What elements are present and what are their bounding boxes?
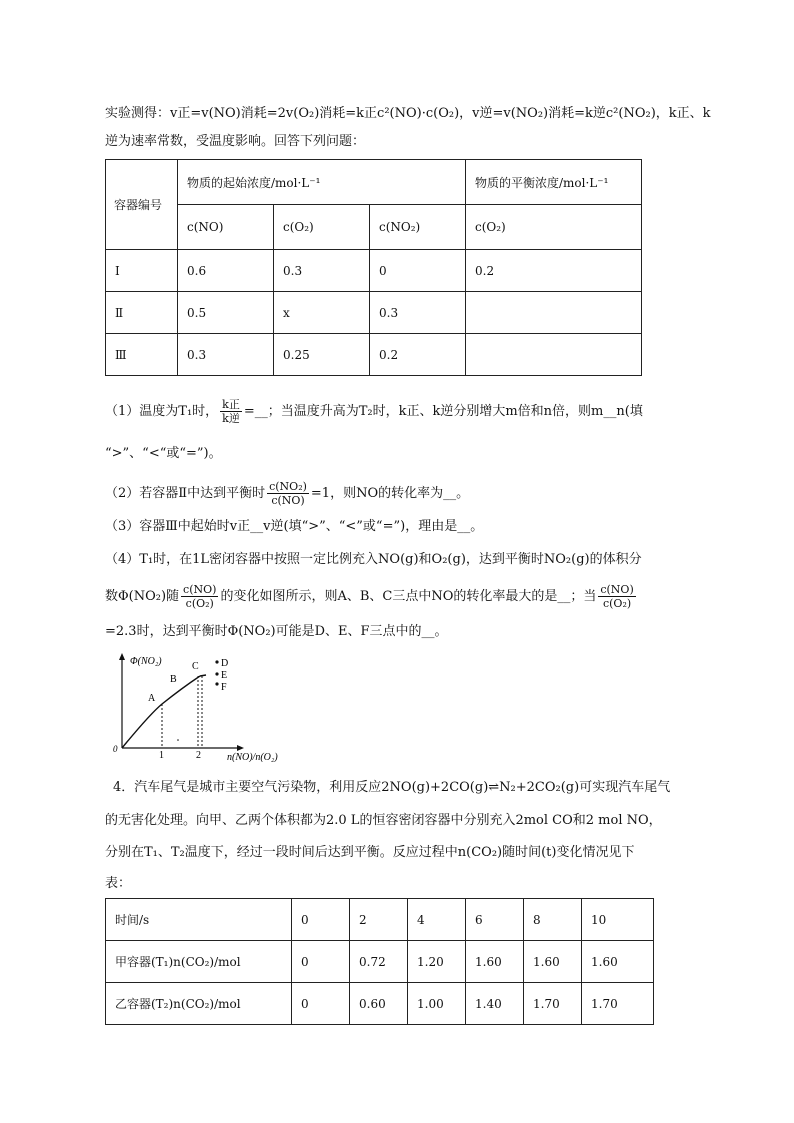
intro-line-1: 实验测得：v正=v(NO)消耗=2v(O₂)消耗=k正c²(NO)·c(O₂)，v逆=v(NO₂)消耗=k逆c²(NO₂)，k正、k xyxy=(105,106,711,121)
problem-4-line-3: 分别在T₁、T₂温度下，经过一段时间后达到平衡。反应过程中n(CO₂)随时间(t)变化情况见下 xyxy=(105,845,635,860)
point-e xyxy=(215,672,218,675)
table-cell: 1.40 xyxy=(466,983,524,1025)
question-4-line-2 xyxy=(105,583,638,610)
k-ratio-fraction xyxy=(220,398,242,425)
frac-denominator: c(NO) xyxy=(271,494,305,507)
table-row xyxy=(106,983,654,1025)
no2-no-fraction xyxy=(267,480,309,507)
table-row xyxy=(106,292,642,334)
sub-header-c-o2: c(O₂) xyxy=(274,205,370,250)
question-4-line-3: =2.3时，达到平衡时Φ(NO₂)可能是D、E、F三点中的__。 xyxy=(105,624,448,639)
table-cell: 0.60 xyxy=(350,983,408,1025)
table-cell: 0.2 xyxy=(466,250,642,292)
initial-concentration-header: 物质的起始浓度/mol·L⁻¹ xyxy=(178,160,466,205)
point-label-b: B xyxy=(170,674,177,685)
frac-numerator: k正 xyxy=(222,398,240,411)
sub-header-c-no2: c(NO₂) xyxy=(370,205,466,250)
x-axis-label: n(NO)/n(O₂) xyxy=(227,752,278,762)
table-cell: 0.2 xyxy=(370,334,466,376)
time-header: 时间/s xyxy=(106,899,292,941)
table-cell: 1.60 xyxy=(466,941,524,983)
table-cell: x xyxy=(274,292,370,334)
q2-text-a: （2）若容器Ⅱ中达到平衡时 xyxy=(105,486,266,501)
sub-header-c-no: c(NO) xyxy=(178,205,274,250)
frac-denominator: c(O₂) xyxy=(185,597,214,610)
frac-numerator: c(NO₂) xyxy=(269,480,307,493)
table-cell: 0.3 xyxy=(370,292,466,334)
time-cell: 0 xyxy=(292,899,350,941)
table-cell xyxy=(466,334,642,376)
row-label: Ⅲ xyxy=(106,334,178,376)
row-label: 甲容器(T₁)n(CO₂)/mol xyxy=(106,941,292,983)
container-number-header: 容器编号 xyxy=(106,160,178,250)
row-label: 乙容器(T₂)n(CO₂)/mol xyxy=(106,983,292,1025)
time-cell: 8 xyxy=(524,899,582,941)
frac-denominator: k逆 xyxy=(222,412,240,425)
question-1 xyxy=(105,398,643,425)
tick-label-1: 1 xyxy=(159,750,164,761)
table-cell xyxy=(466,292,642,334)
table-cell: 0.3 xyxy=(178,334,274,376)
point-label-f: F xyxy=(221,682,227,693)
q1-text-a: （1）温度为T₁时， xyxy=(105,404,219,419)
table-row xyxy=(106,899,654,941)
table-cell: 0 xyxy=(292,941,350,983)
table-row xyxy=(106,941,654,983)
table-cell: 0.5 xyxy=(178,292,274,334)
row-label: Ⅰ xyxy=(106,250,178,292)
frac-numerator: c(NO) xyxy=(600,583,634,596)
table-cell: 1.20 xyxy=(408,941,466,983)
table-cell: 0.6 xyxy=(178,250,274,292)
intro-line-2: 逆为速率常数，受温度影响。回答下列问题： xyxy=(105,134,366,149)
problem-4-line-2: 的无害化处理。向甲、乙两个体积都为2.0 L的恒容密闭容器中分别充入2mol CO和2 mol NO， xyxy=(105,813,662,828)
question-3: （3）容器Ⅲ中起始时v正__v逆(填“>”、“<”或“=”)，理由是__。 xyxy=(105,519,484,534)
point-label-c: C xyxy=(192,661,199,672)
table-cell: 1.60 xyxy=(582,941,654,983)
q1-text-b: =__；当温度升高为T₂时，k正、k逆分别增大m倍和n倍，则m__n(填 xyxy=(243,404,643,419)
y-axis-label: Φ(NO₂) xyxy=(130,656,162,667)
table-cell: 0 xyxy=(292,983,350,1025)
initial-equilibrium-table xyxy=(105,159,642,376)
time-cell: 2 xyxy=(350,899,408,941)
q4-text-b1: 数Φ(NO₂)随 xyxy=(105,589,180,604)
frac-denominator: c(O₂) xyxy=(602,597,632,610)
table-cell: 0.25 xyxy=(274,334,370,376)
y-axis-arrow xyxy=(119,653,125,660)
table-row xyxy=(106,250,642,292)
time-cell: 6 xyxy=(466,899,524,941)
equilibrium-concentration-header: 物质的平衡浓度/mol·L⁻¹ xyxy=(466,160,642,205)
stray-mark xyxy=(177,739,179,741)
tick-label-2: 2 xyxy=(196,750,201,761)
problem-4-line-4: 表： xyxy=(105,876,132,891)
q2-text-b: =1，则NO的转化率为__。 xyxy=(310,486,470,501)
co2-time-table xyxy=(105,898,654,1025)
frac-numerator: c(NO) xyxy=(183,583,217,596)
table-cell: 1.00 xyxy=(408,983,466,1025)
point-label-d: D xyxy=(221,658,229,669)
table-cell: 1.60 xyxy=(524,941,582,983)
problem-4-line-1: 4．汽车尾气是城市主要空气污染物，利用反应2NO(g)+2CO(g)⇌N₂+2CO₂(g)可实现汽车尾气 xyxy=(113,780,671,795)
question-1-cont: “>”、“<“或“=”)。 xyxy=(105,446,222,461)
no-o2-fraction xyxy=(181,583,218,610)
question-4-line-1: （4）T₁时，在1L密闭容器中按照一定比例充入NO(g)和O₂(g)，达到平衡时NO₂(g)的体积分 xyxy=(105,552,642,567)
table-row xyxy=(106,334,642,376)
x-axis-arrow xyxy=(237,745,244,751)
row-label: Ⅱ xyxy=(106,292,178,334)
point-f xyxy=(215,682,218,685)
point-label-a: A xyxy=(148,693,156,704)
table-cell: 0 xyxy=(370,250,466,292)
point-d xyxy=(215,660,218,663)
table-cell: 0.3 xyxy=(274,250,370,292)
table-cell: 0.72 xyxy=(350,941,408,983)
q4-text-b2: 的变化如图所示，则A、B、C三点中NO的转化率最大的是__；当 xyxy=(220,589,597,604)
phi-curve xyxy=(122,676,200,748)
plateau-line xyxy=(200,675,206,676)
table-cell: 1.70 xyxy=(582,983,654,1025)
no-o2-fraction-2 xyxy=(598,583,635,610)
sub-header-eq-c-o2: c(O₂) xyxy=(466,205,642,250)
question-2 xyxy=(105,480,469,507)
origin-label: 0 xyxy=(113,744,118,754)
time-cell: 4 xyxy=(408,899,466,941)
table-cell: 1.70 xyxy=(524,983,582,1025)
phi-no2-chart xyxy=(110,652,290,762)
point-label-e: E xyxy=(221,670,228,681)
time-cell: 10 xyxy=(582,899,654,941)
